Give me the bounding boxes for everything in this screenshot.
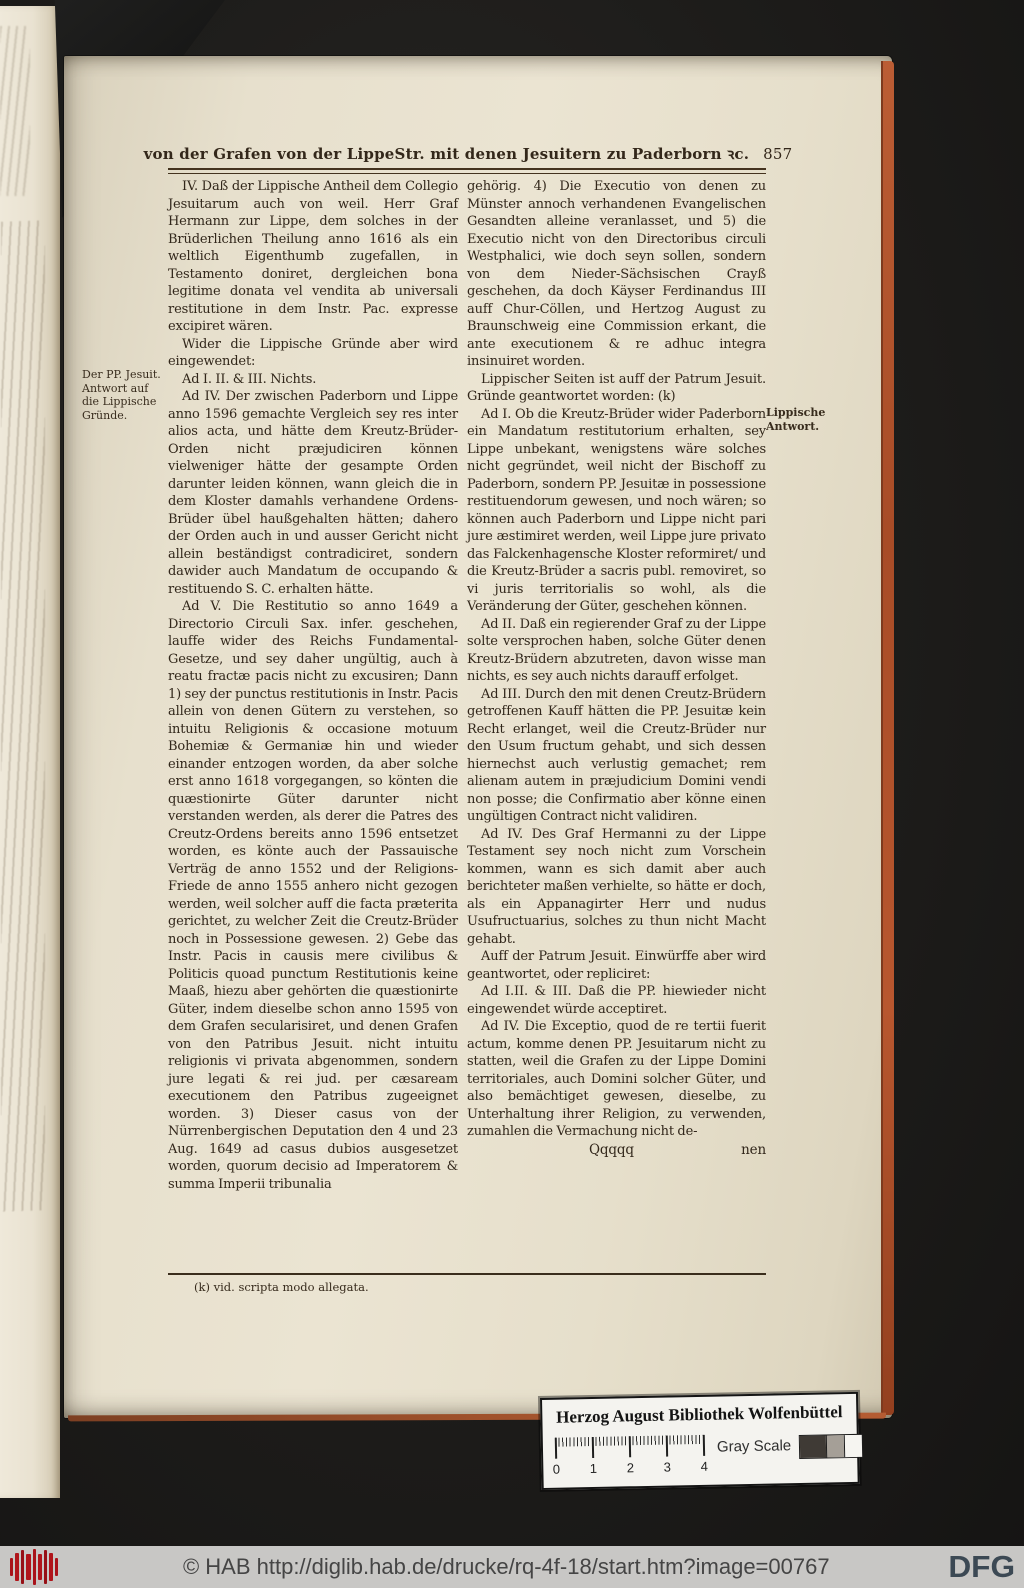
paragraph: Auff der Patrum Jesuit. Einwürffe aber wird geantwortet, oder repliciret: <box>467 949 766 982</box>
ruler-tick <box>666 1436 668 1457</box>
signature-mark: Qqqqq <box>589 1141 634 1158</box>
ruler-number: 0 <box>552 1461 561 1477</box>
text-columns <box>168 178 766 1193</box>
ruler-number: 2 <box>626 1460 635 1476</box>
paragraph: Lippischer Seiten ist auff der Patrum Jesuit. Gründe geantwortet worden: (k) <box>467 371 766 404</box>
show-through-text <box>1 220 45 1212</box>
footnote-rule <box>168 1273 766 1275</box>
show-through-text <box>0 26 30 196</box>
paragraph: Ad I.II. & III. Daß die PP. hiewieder nicht eingewendet würde acceptiret. <box>467 984 766 1017</box>
swatch-dark <box>800 1436 826 1458</box>
ruler-number: 1 <box>589 1460 598 1477</box>
header-rule <box>168 168 766 174</box>
paragraph: gehörig. 4) Die Executio von denen zu Münster annoch verhandenen Evangelischen Gesandten alleine veranlasset, und 5) die Executio nicht von den Directoribus circuli Westphalici, wie doch seyn sollen, sondern von dem Nieder-Sächsischen Crayß geschehen, da doch Käyser Ferdinandus III auff Chur-Cöllen, und Hertzog August zu Braunschweig eine Commission erkant, die ante executionem & re adhuc integra insinuiret worden. <box>467 179 766 369</box>
paragraph: Wider die Lippische Gründe aber wird eingewendet: <box>168 336 458 369</box>
ruler-scale <box>552 1435 709 1480</box>
book-left-page-edge <box>0 6 60 1498</box>
left-column <box>168 178 458 1193</box>
footnote: (k) vid. scripta modo allegata. <box>194 1280 369 1294</box>
catchword: nen <box>741 1141 766 1158</box>
ruler-number: 4 <box>700 1458 709 1474</box>
ruler-number: 3 <box>663 1459 672 1475</box>
swatch-white <box>844 1435 862 1457</box>
paragraph: Ad IV. Des Graf Hermanni zu der Lippe Testament sey noch nicht zum Vorschein kommen, wann es sich damit aber auch berichteter maßen verhielte, so hätte er doch, als ein Appanagirter Herr und nudus Usufructuarius, solches zu thun nicht Macht gehabt. <box>467 826 766 947</box>
running-head <box>143 144 793 164</box>
ruler-tick <box>592 1437 594 1458</box>
book-page <box>64 56 892 1418</box>
library-label-card <box>540 1392 860 1490</box>
hab-logo-icon <box>8 1548 64 1586</box>
ruler-tick <box>629 1436 631 1457</box>
paragraph: Ad IV. Der zwischen Paderborn und Lippe anno 1596 gemachte Vergleich sey res inter alios acta, und hätte dem Kreutz-Brüder-Orden nicht præjudiciren können vielweniger hätte der gesampte Orden darunter leiden können, wann gleich die in dem Kloster damahls verhandene Ordens-Brüder übel haußgehalten hätten; dahero der Orden auch in und ausser Gericht nicht allein beständigst contradiciret, sondern dawider auch Mandatum de occupando & restituendo S. C. erhalten hätte. <box>168 389 458 597</box>
margin-note-right: Lippische Antwort. <box>766 406 826 433</box>
paragraph: Ad V. Die Restitutio so anno 1649 a Directorio Circuli Sax. infer. geschehen, lauffe wider des Reichs Fundamental-Gesetze, und sey daher ungültig, auch à reatu fractæ pacis nicht zu excusiren; Dann 1) sey der punctus restitutionis in Instr. Pacis allein von denen Gütern zu verstehen, so intuitu Religionis & occasione motuum Bohemiæ & Germaniæ hin und wieder einander entzogen worden, da aber solche erst anno 1618 vorgegangen, so könten die quæstionirte Güter darunter nicht verstanden werden, als derer die Patres des Creutz-Ordens bereits anno 1596 entsetzet worden, es könte auch der Passauische Verträg de anno 1552 und der Religions-Friede de anno 1555 anhero nicht gezogen werden, weil solcher auff die facta præterita gerichtet, zu welcher Zeit die Creutz-Brüder noch in Possessione gewesen. 2) Gebe das Instr. Pacis in causis mere civilibus & Politicis quoad punctum Restitutionis keine Maaß, hiezu aber gehörten die quæstionirte Güter, indem dieselbe schon anno 1595 von dem Grafen secularisiret, und denen Grafen von den Patribus Jesuit. nicht intuitu religionis vi privata abgenommen, sondern jure legati & rei jud. per cæsaream executionem den Patribus zugeeignet worden. 3) Dieser casus von der Nürrenbergischen Deputation den 4 und 23 Aug. 1649 ad casus dubios ausgesetzet worden, quorum decisio ad Imperatorem & summa Imperii tribunalia <box>168 599 458 1192</box>
running-head-title: von der Grafen von der LippeStr. mit denen Jesuitern zu Paderborn ꝛc. <box>143 145 750 163</box>
swatch-gray <box>826 1435 844 1457</box>
gray-scale-swatches <box>799 1434 863 1459</box>
paragraph: Ad I. II. & III. Nichts. <box>182 371 317 387</box>
paragraph: IV. Daß der Lippische Antheil dem Collegio Jesuitarum auch von weil. Herr Graf Hermann zur Lippe, dem solches in der Brüderlichen Theilung anno 1616 als ein weltlich Eigenthumb zugefallen, in Testamento doniret, dergleichen bona legitime donata vel vendita ab universali restitutione in dem Instr. Pac. expresse excipiret wären. <box>168 179 458 334</box>
page-number: 857 <box>763 145 793 163</box>
dfg-logo: DFG <box>947 1549 1015 1584</box>
footer-bar <box>0 1546 1024 1588</box>
paragraph: Ad II. Daß ein regierender Graf zu der Lippe solte versprochen haben, solche Güter denen Kreutz-Brüdern abzutreten, davon wisse man nichts, es sey auch nichts darauff erfolget. <box>467 616 766 684</box>
right-column <box>467 178 766 1193</box>
red-fore-edge-right <box>881 61 894 1415</box>
gray-scale-label: Gray Scale <box>716 1437 792 1456</box>
margin-note-left: Der PP. Jesuit. Antwort auf die Lippische Gründe. <box>82 368 161 422</box>
ruler-tick <box>555 1438 557 1459</box>
copyright-url: © HAB http://diglib.hab.de/drucke/rq-4f-18/start.htm?image=00767 <box>182 1554 830 1579</box>
paragraph: Ad IV. Die Exceptio, quod de re tertii fuerit actum, komme denen PP. Jesuitarum nicht zu statten, weil die Grafen zu der Lippe Domini territoriales, auch Domini solcher Güter, und also bemächtiget gewesen, dieselbe, zu Unterhaltung ihrer Religion, zu verwenden, zumahlen die Vermachung nicht de- <box>467 1019 766 1139</box>
library-name: Herzog August Bibliothek Wolfenbüttel <box>556 1402 843 1427</box>
ruler-tick <box>703 1435 705 1456</box>
paragraph: Ad I. Ob die Kreutz-Brüder wider Paderborn ein Mandatum restitutorium erhalten, sey Lippe unbekant, wenigstens wäre solches nicht gegründet, weil nicht der Bischoff zu Paderborn, sondern PP. Jesuitæ in possessione restituendorum gewesen, und noch wären; so können auch Paderborn und Lippe nicht pari jure æstimiret werden, weil Lippe jure privato das Falckenhagensche Kloster reformiret/ und die Kreutz-Brüder a sacris publ. removiret, so vi juris territorialis so wohl, als die Veränderung der Güter, geschehen können. <box>467 406 766 614</box>
label-scale-row <box>552 1432 848 1484</box>
paragraph: Ad III. Durch den mit denen Creutz-Brüdern getroffenen Kauff hätten die PP. Jesuitæ kein Recht erlanget, weil die Creutz-Brüder nur den Usum fructum gehabt, und sich dessen hiernechst auch verlustig gemachet; rem alienam autem in præjudicium Domini vendi non posse; die Confirmatio aber könne einen ungültigen Contract nicht validiren. <box>467 686 766 824</box>
signature-row <box>467 1142 766 1160</box>
